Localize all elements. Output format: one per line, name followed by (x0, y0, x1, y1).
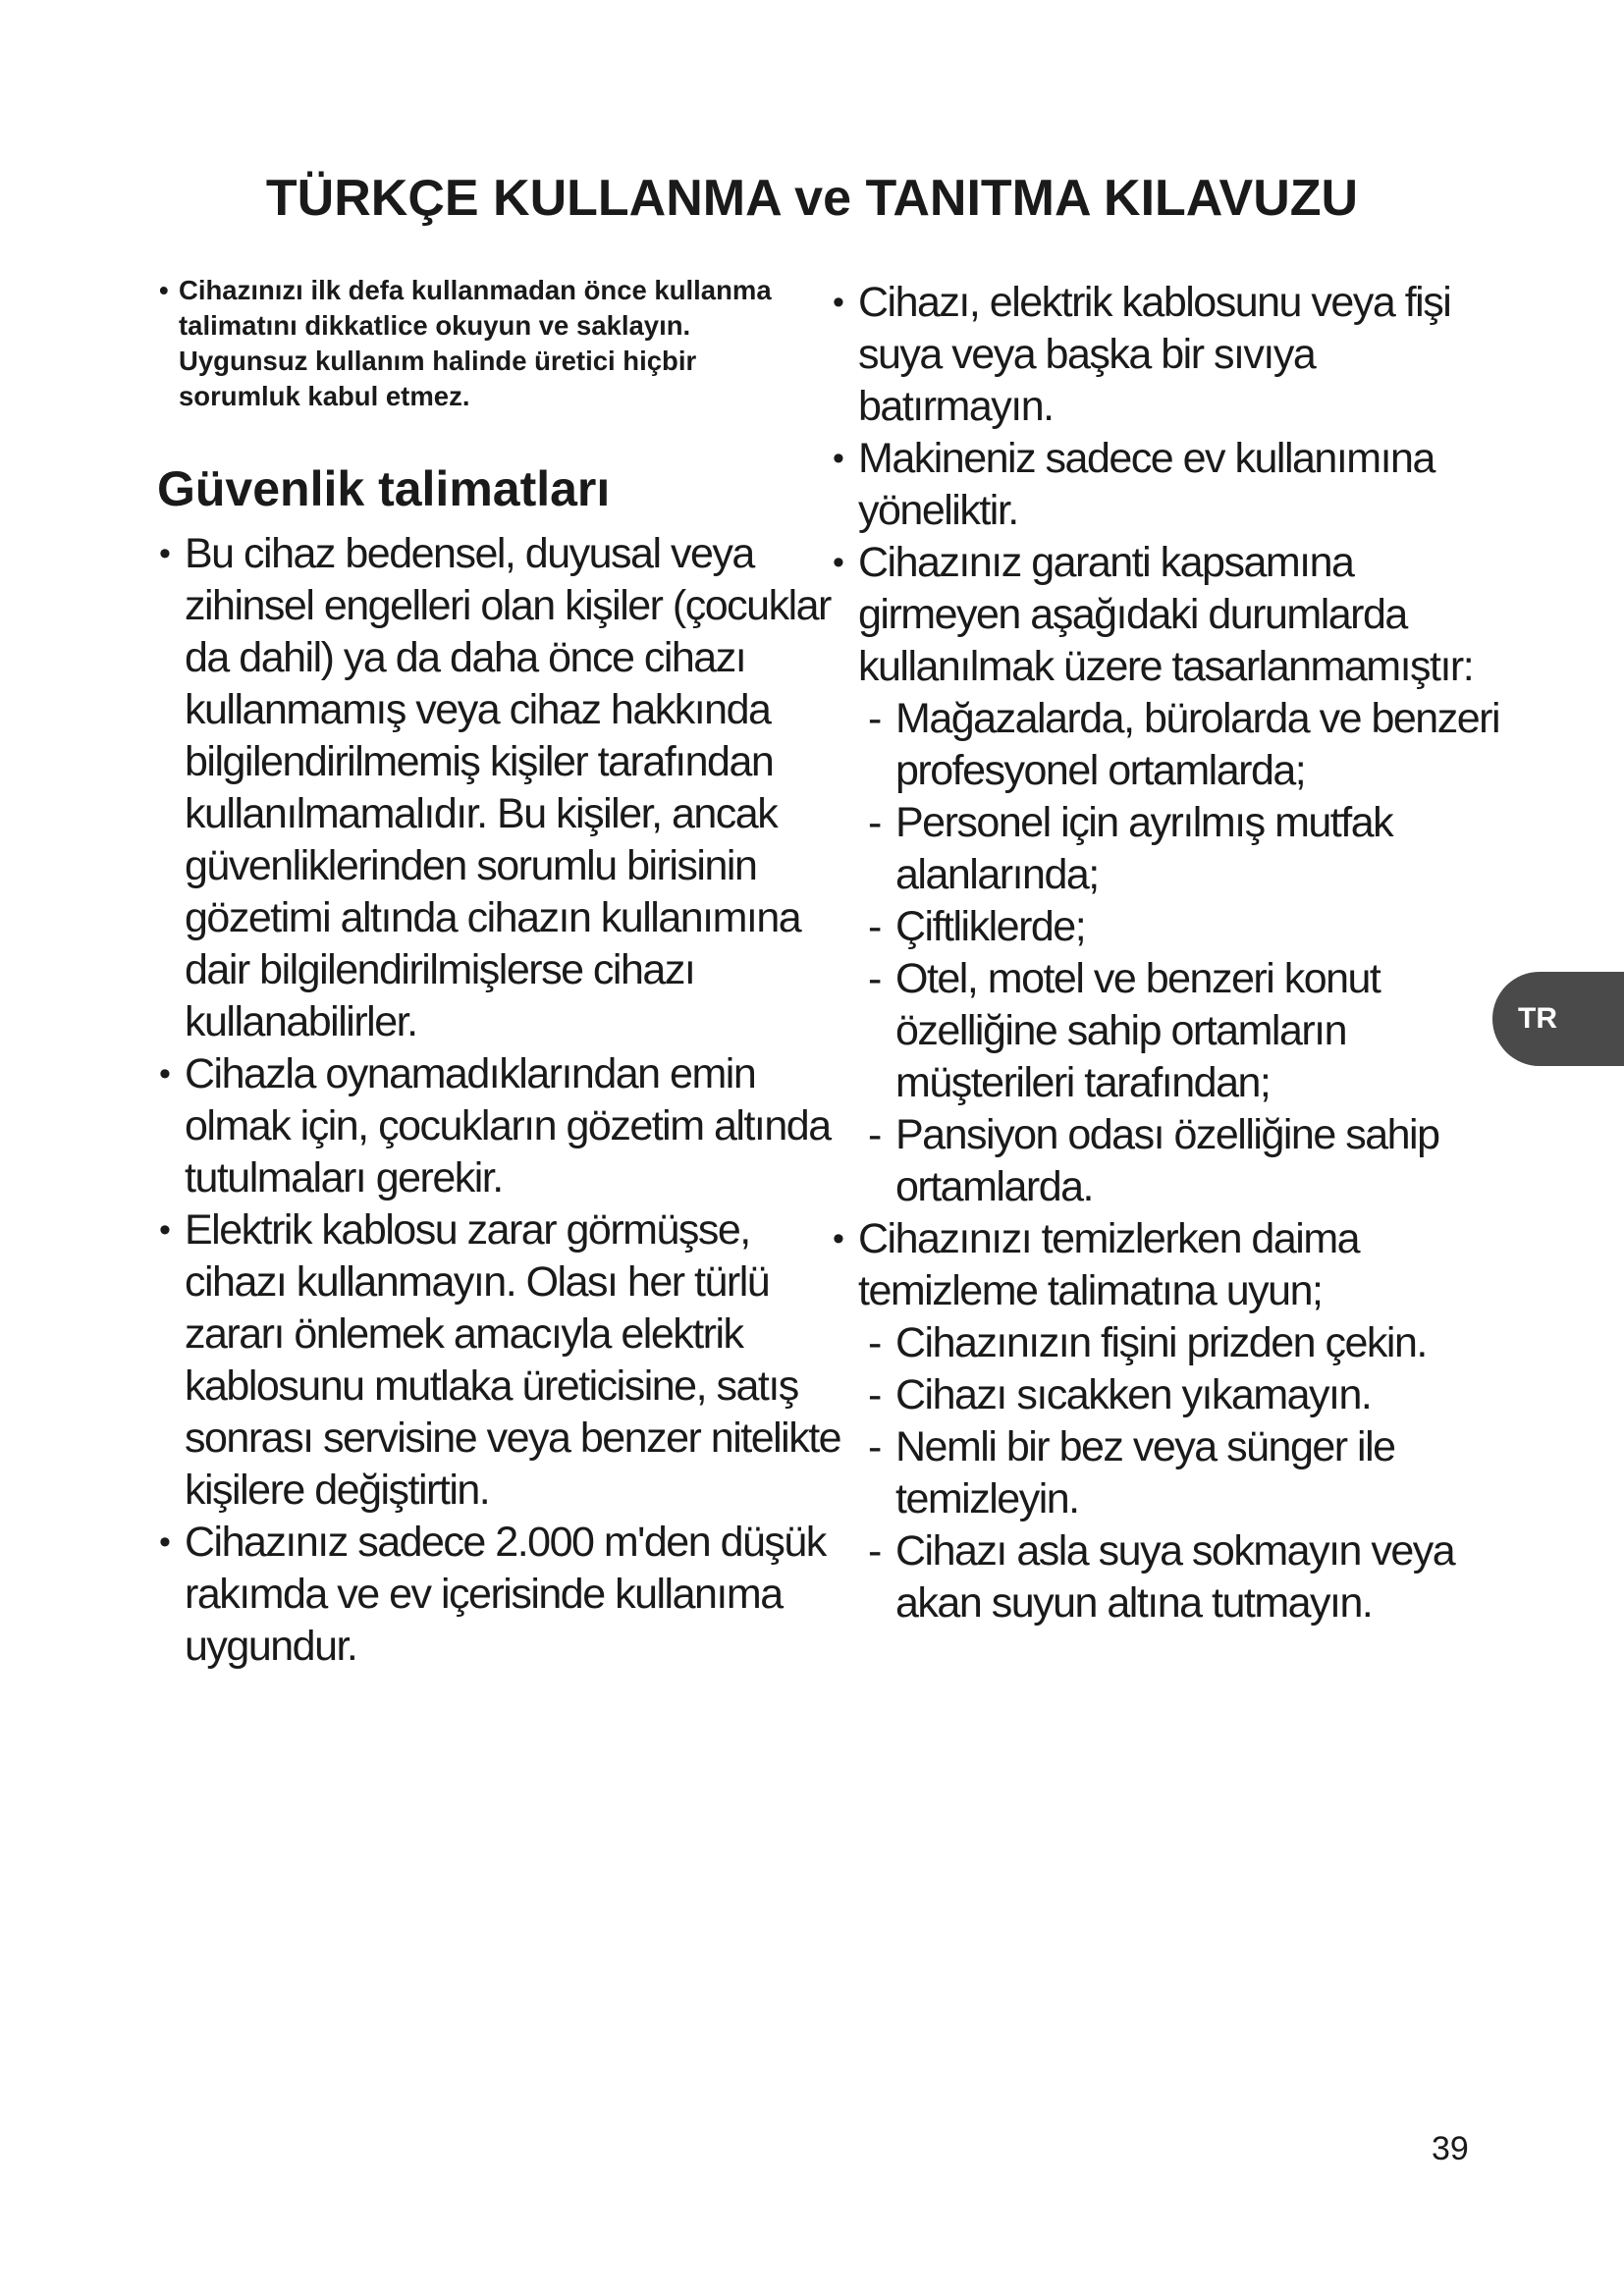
usage-exclusion-item: - Çiftliklerde; (858, 901, 1518, 953)
cleaning-step: - Cihazı sıcakken yıkamayın. (858, 1369, 1518, 1421)
safety-bullet-text: • Elektrik kablosu zarar görmüşse, cihazı kullanmayın. Olası her türlü zararı önlemek amacıyla elektrik kablosunu mutlaka üreticisine, satış sonrası servisine veya benzer nitelikte kişilere değiştirtin. (185, 1206, 841, 1514)
safety-bullet (157, 1048, 844, 1204)
right-bullet-text: • Makineniz sadece ev kullanımına yöneliktir. (858, 435, 1435, 534)
usage-exclusion-list (858, 693, 1518, 1213)
left-column (157, 273, 844, 1673)
right-bullet-list (831, 277, 1518, 1629)
safety-bullet-text: • Cihazınız sadece 2.000 m'den düşük rakımda ve ev içerisinde kullanıma uygundur. (185, 1519, 826, 1670)
intro-note: • Cihazınızı ilk defa kullanmadan önce kullanma talimatını dikkatlice okuyun ve saklayın. Uygunsuz kullanım halinde üretici hiçbir sorumluk kabul etmez. (157, 273, 807, 414)
language-tab-label: TR (1518, 1002, 1557, 1035)
cleaning-step: - Cihazı asla suya sokmayın veya akan suyun altına tutmayın. (858, 1525, 1518, 1629)
safety-bullet-list (157, 528, 844, 1673)
right-bullet (831, 433, 1518, 537)
safety-bullet (157, 1204, 844, 1517)
safety-bullet-text: • Cihazla oynamadıklarından emin olmak için, çocukların gözetim altında tutulmaları gerekir. (185, 1050, 831, 1201)
right-bullet (831, 537, 1518, 1213)
usage-exclusion-item: - Pansiyon odası özelliğine sahip ortamlarda. (858, 1109, 1518, 1213)
safety-bullet-text: • Bu cihaz bedensel, duyusal veya zihinsel engelleri olan kişiler (çocuklar da dahil) ya da daha önce cihazı kullanmamış veya cihaz hakkında bilgilendirilmemiş kişiler tarafından kullanılmamalıdır. Bu kişiler, ancak güvenliklerinden sorumlu birisinin gözetimi altında cihazın kullanımına dair bilgilendirilmişlerse cihazı kullanabilirler. (185, 530, 831, 1045)
cleaning-steps-list (858, 1317, 1518, 1629)
usage-exclusion-item: - Mağazalarda, bürolarda ve benzeri profesyonel ortamlarda; (858, 693, 1518, 797)
right-bullet (831, 1213, 1518, 1629)
usage-exclusion-item: - Otel, motel ve benzeri konut özelliğine sahip ortamların müşterileri tarafından; (858, 953, 1518, 1109)
page-title: TÜRKÇE KULLANMA ve TANITMA KILAVUZU (265, 170, 1359, 227)
language-tab (1492, 972, 1624, 1066)
right-bullet (831, 277, 1518, 433)
right-column (831, 277, 1518, 1629)
safety-bullet (157, 528, 844, 1048)
right-bullet-text: • Cihazınızı temizlerken daima temizleme talimatına uyun; (858, 1215, 1360, 1314)
right-bullet-text: • Cihazınız garanti kapsamına girmeyen aşağıdaki durumlarda kullanılmak üzere tasarlanmamıştır: (858, 539, 1474, 690)
section-heading: Güvenlik talimatları (157, 461, 611, 516)
safety-bullet (157, 1517, 844, 1673)
page-number: 39 (1432, 2130, 1469, 2167)
usage-exclusion-item: - Personel için ayrılmış mutfak alanlarında; (858, 797, 1518, 901)
cleaning-step: - Nemli bir bez veya sünger ile temizleyin. (858, 1421, 1518, 1525)
right-bullet-text: • Cihazı, elektrik kablosunu veya fişi suya veya başka bir sıvıya batırmayın. (858, 279, 1451, 430)
cleaning-step: - Cihazınızın fişini prizden çekin. (858, 1317, 1518, 1369)
